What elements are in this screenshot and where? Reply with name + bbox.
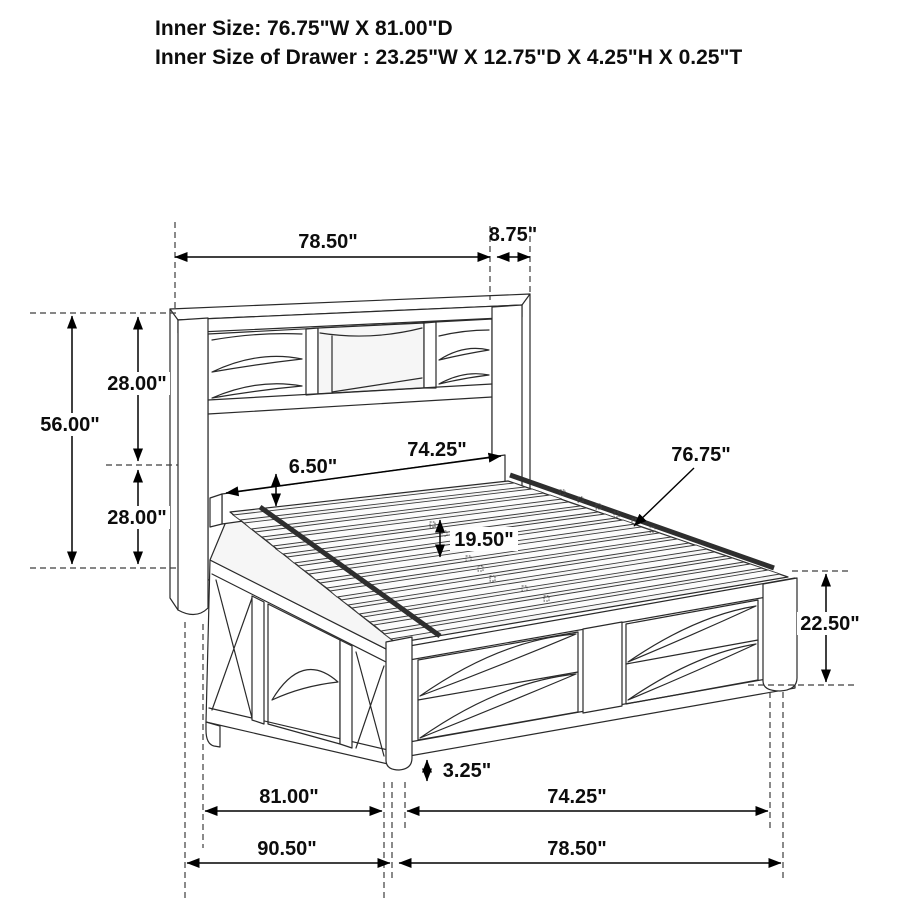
- inner-size-text: Inner Size: 76.75"W X 81.00"D: [155, 17, 453, 40]
- dimension-label: 28.00": [107, 373, 167, 395]
- footboard-center-stile: [583, 622, 622, 713]
- dimension-label: 78.50": [547, 838, 607, 860]
- dimension-label: 8.75": [488, 224, 538, 246]
- footboard-left-leg: [386, 637, 412, 770]
- bookcase-divider-right: [424, 322, 436, 388]
- leader-line: [634, 468, 694, 526]
- side-stile-1: [252, 596, 264, 724]
- dimension-label: 56.00": [40, 414, 100, 436]
- bookcase-center-cubby: [318, 323, 424, 394]
- dim-headboard-width: [175, 222, 490, 308]
- dim-headboard-upper-section: [104, 317, 178, 465]
- headboard-left-side-edge: [170, 309, 178, 610]
- extension-line: [30, 313, 176, 568]
- extension-line: [185, 622, 203, 900]
- footboard-right-leg: [763, 578, 797, 691]
- dimension-label: 28.00": [107, 507, 167, 529]
- dim-headboard-side-depth: [489, 224, 537, 294]
- dimension-label: 81.00": [259, 786, 319, 808]
- side-stile-2: [340, 640, 352, 748]
- dimension-label: 19.50": [454, 529, 514, 551]
- dimension-label: 3.25": [442, 760, 492, 782]
- side-front-leg: [206, 722, 220, 747]
- dim-headboard-lower-section: [104, 470, 170, 564]
- dim-slat-length: [634, 444, 731, 526]
- dim-headboard-height: [30, 313, 176, 568]
- dim-foot-clearance: [427, 760, 491, 782]
- dimension-label: 76.75": [671, 444, 731, 466]
- dimension-label: 90.50": [257, 838, 317, 860]
- extension-line: [770, 692, 783, 880]
- dimension-label: 78.50": [298, 231, 358, 253]
- drawer-inner-size-text: Inner Size of Drawer : 23.25"W X 12.75"D X 4.25"H X 0.25"T: [155, 46, 743, 69]
- dimension-label: 74.25": [547, 786, 607, 808]
- dimension-label: 22.50": [800, 613, 860, 635]
- bookcase-divider-left: [306, 328, 318, 395]
- dimension-label: 74.25": [407, 439, 467, 461]
- dim-overall-length: [187, 838, 390, 863]
- extension-line: [384, 782, 405, 900]
- back-rail-left-block: [210, 494, 222, 527]
- headboard-left-stile: [178, 318, 208, 615]
- dimension-label: 6.50": [288, 456, 338, 478]
